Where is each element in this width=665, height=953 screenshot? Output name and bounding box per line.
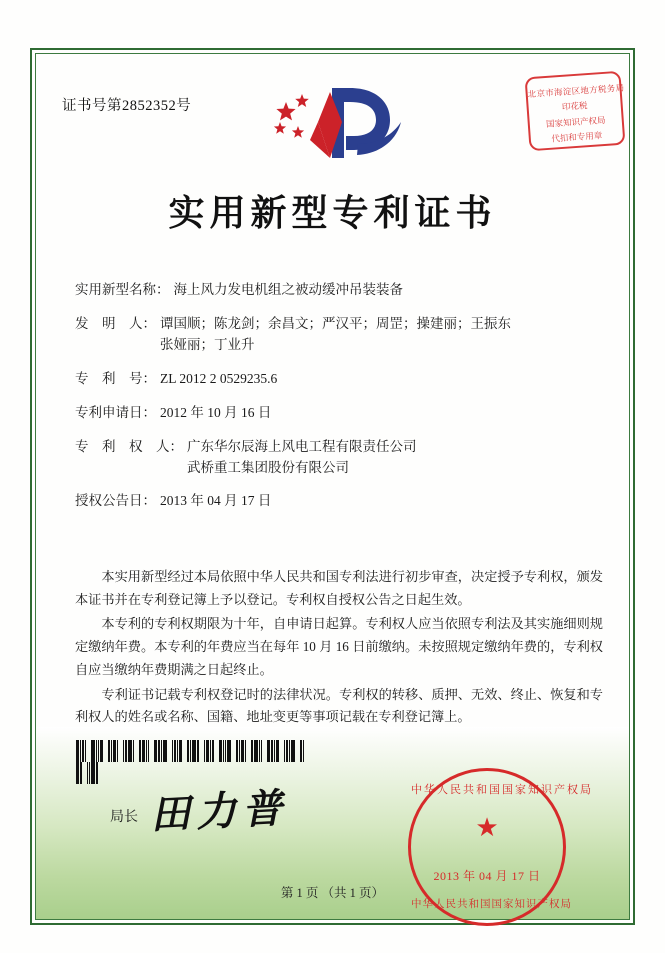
seal-arc-top-text: 中华人民共和国国家知识产权局 (411, 784, 593, 796)
signature-label: 局长 (110, 810, 138, 825)
tax-stamp-line-4: 代扣和专用章 (551, 130, 603, 144)
field-row-application-date (75, 403, 605, 424)
body-text (75, 566, 603, 731)
field-label: 实用新型名称： (75, 282, 170, 297)
field-value: 海上风力发电机组之被动缓冲吊装装备 (173, 282, 403, 297)
page-title: 实用新型专利证书 (168, 193, 497, 233)
certificate-number: 证书号第2852352号 (62, 98, 192, 114)
field-value: ZL 2012 2 0529235.6 (160, 370, 278, 386)
body-paragraph-3: 专利证书记载专利权登记时的法律状况。专利权的转移、质押、无效、终止、恢复和专利权人的姓名或名称、国籍、地址变更等事项记载在专利登记簿上。 (75, 686, 603, 725)
national-round-seal (408, 768, 593, 926)
field-value: 广东华尔辰海上风电工程有限责任公司 (187, 438, 417, 454)
field-row-patent-number (75, 369, 605, 390)
signature-handwriting: 田力普 (149, 785, 290, 838)
field-row-grant-date (75, 491, 605, 512)
barcode (76, 740, 306, 762)
field-list (75, 280, 605, 525)
field-row-name (75, 280, 605, 301)
field-label: 授权公告日： (75, 493, 156, 509)
tax-stamp-line-1: 北京市海淀区地方税务局 (527, 82, 625, 100)
field-value-second-line: 张娅丽；丁业升 (160, 336, 255, 352)
tax-stamp-seal (525, 71, 626, 152)
field-row-inventors (75, 314, 605, 356)
page-footer: 第 1 页 （共 1 页） (280, 886, 385, 900)
field-value: 谭国顺；陈龙剑；余昌文；严汉平；周罡；操建丽；王振东 (160, 315, 511, 331)
field-value-second-line: 武桥重工集团股份有限公司 (187, 459, 349, 475)
field-label: 专 利 权 人： (75, 438, 183, 454)
body-paragraph-2: 本专利的专利权期限为十年，自申请日起算。专利权人应当依照专利法及其实施细则规定缴纳年费。本专利的年费应当在每年 10 月 16 日前缴纳。未按照规定缴纳年费的，专利权自应当缴纳年费期满之日起终止。 (75, 616, 603, 677)
field-row-patentee (75, 437, 605, 479)
field-label: 发 明 人： (75, 315, 156, 331)
field-value: 2013 年 04 月 17 日 (160, 493, 272, 509)
star-icon: ★ (475, 813, 499, 842)
tax-stamp-line-2: 印花税 (561, 100, 588, 113)
field-value: 2012 年 10 月 16 日 (160, 404, 272, 420)
seal-date: 2013 年 04 月 17 日 (433, 869, 541, 883)
field-label: 专利申请日： (75, 404, 156, 420)
tax-stamp-line-3: 国家知识产权局 (545, 114, 606, 129)
field-value-wrap (156, 314, 605, 356)
field-value-wrap (183, 437, 605, 479)
body-paragraph-1: 本实用新型经过本局依照中华人民共和国专利法进行初步审查，决定授予专利权，颁发本证书并在专利登记簿上予以登记。专利权自授权公告之日起生效。 (75, 569, 603, 607)
field-label: 专 利 号： (75, 370, 156, 386)
sipo-logo-icon (258, 78, 408, 166)
seal-arc-bottom-text: 中华人民共和国国家知识产权局 (411, 899, 572, 910)
